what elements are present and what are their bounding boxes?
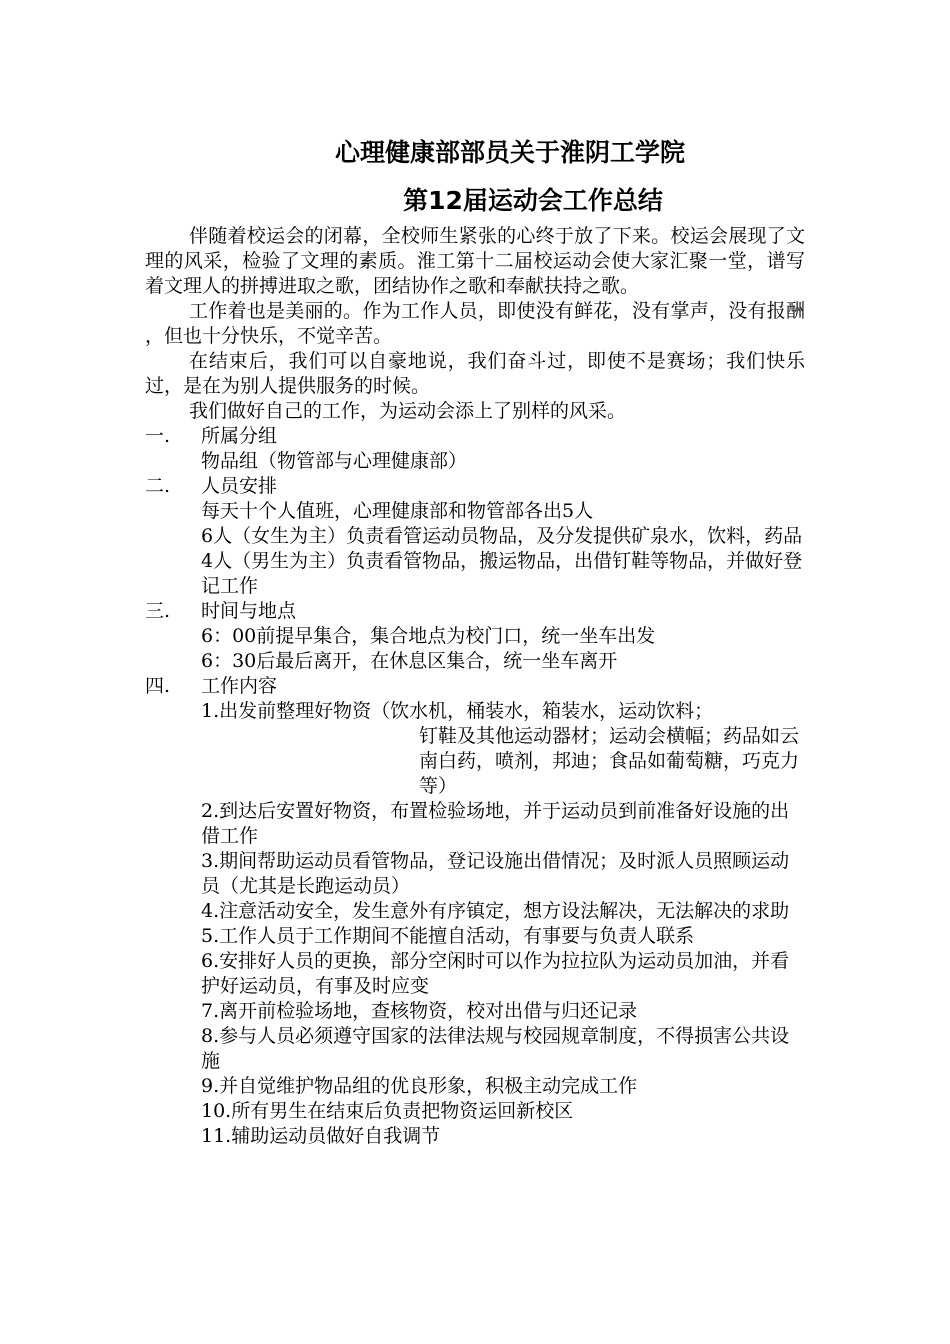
section-heading-time-place: 三. 时间与地点 [145,600,297,622]
section-line: 6人（女生为主）负责看管运动员物品，及分发提供矿泉水，饮料，药品 [201,525,803,547]
work-item: 10.所有男生在结束后负责把物资运回新校区 [201,1100,574,1122]
work-item: 4.注意活动安全，发生意外有序镇定，想方设法解决，无法解决的求助 [201,900,790,922]
section-line: 每天十个人值班，心理健康部和物管部各出5人 [201,500,594,522]
work-item: 6.安排好人员的更换，部分空闲时可以作为拉拉队为运动员加油，并看护好运动员，有事及时应变 [201,950,790,997]
work-item: 8.参与人员必须遵守国家的法律法规与校园规章制度，不得损害公共设施 [201,1025,790,1072]
work-item: 5.工作人员于工作期间不能擅自活动，有事要与负责人联系 [201,925,695,947]
paragraph-proud: 在结束后，我们可以自豪地说，我们奋斗过，即使不是赛场；我们快乐过，是在为别人提供服务的时候。 [145,350,805,397]
work-item: 3.期间帮助运动员看管物品，登记设施出借情况；及时派人员照顾运动员（尤其是长跑运动员） [201,850,790,897]
section-line: 物品组（物管部与心理健康部） [201,450,468,472]
work-item: 11.辅助运动员做好自我调节 [201,1125,441,1147]
section-heading-group: 一. 所属分组 [145,425,278,447]
work-item: 1.出发前整理好物资（饮水机，桶装水，箱装水，运动饮料； 钉鞋及其他运动器材；运动会横幅；药品如云南白药，喷剂，邦迪；食品如葡萄糖，巧克力等） [201,700,800,797]
section-heading-staff: 二. 人员安排 [145,475,278,497]
document-title-line2: 第12届运动会工作总结 [403,186,663,215]
work-item: 7.离开前检验场地，查核物资，校对出借与归还记录 [201,1000,638,1022]
paragraph-style: 我们做好自己的工作，为运动会添上了别样的风采。 [189,400,627,422]
work-item: 2.到达后安置好物资，布置检验场地，并于运动员到前准备好设施的出借工作 [201,800,790,847]
section-line: 6：00前提早集合，集合地点为校门口，统一坐车出发 [201,625,656,647]
section-line: 4人（男生为主）负责看管物品，搬运物品，出借钉鞋等物品，并做好登记工作 [201,550,803,597]
section-line: 6：30后最后离开，在休息区集合，统一坐车离开 [201,650,618,672]
document-body [145,224,805,1149]
work-item: 9.并自觉维护物品组的优良形象，积极主动完成工作 [201,1075,638,1097]
paragraph-beauty: 工作着也是美丽的。作为工作人员，即使没有鲜花，没有掌声，没有报酬 ，但也十分快乐，不觉辛苦。 [145,300,805,347]
section-heading-work: 四. 工作内容 [145,675,278,697]
document-title-line1: 心理健康部部员关于淮阴工学院 [334,138,685,167]
paragraph-intro: 伴随着校运会的闭幕，全校师生紧张的心终于放了下来。校运会展现了文理的风采，检验了文理的素质。淮工第十二届校运动会使大家汇聚一堂，谱写着文理人的拼搏进取之歌，团结协作之歌和奉献扶持之歌。 [145,225,805,297]
